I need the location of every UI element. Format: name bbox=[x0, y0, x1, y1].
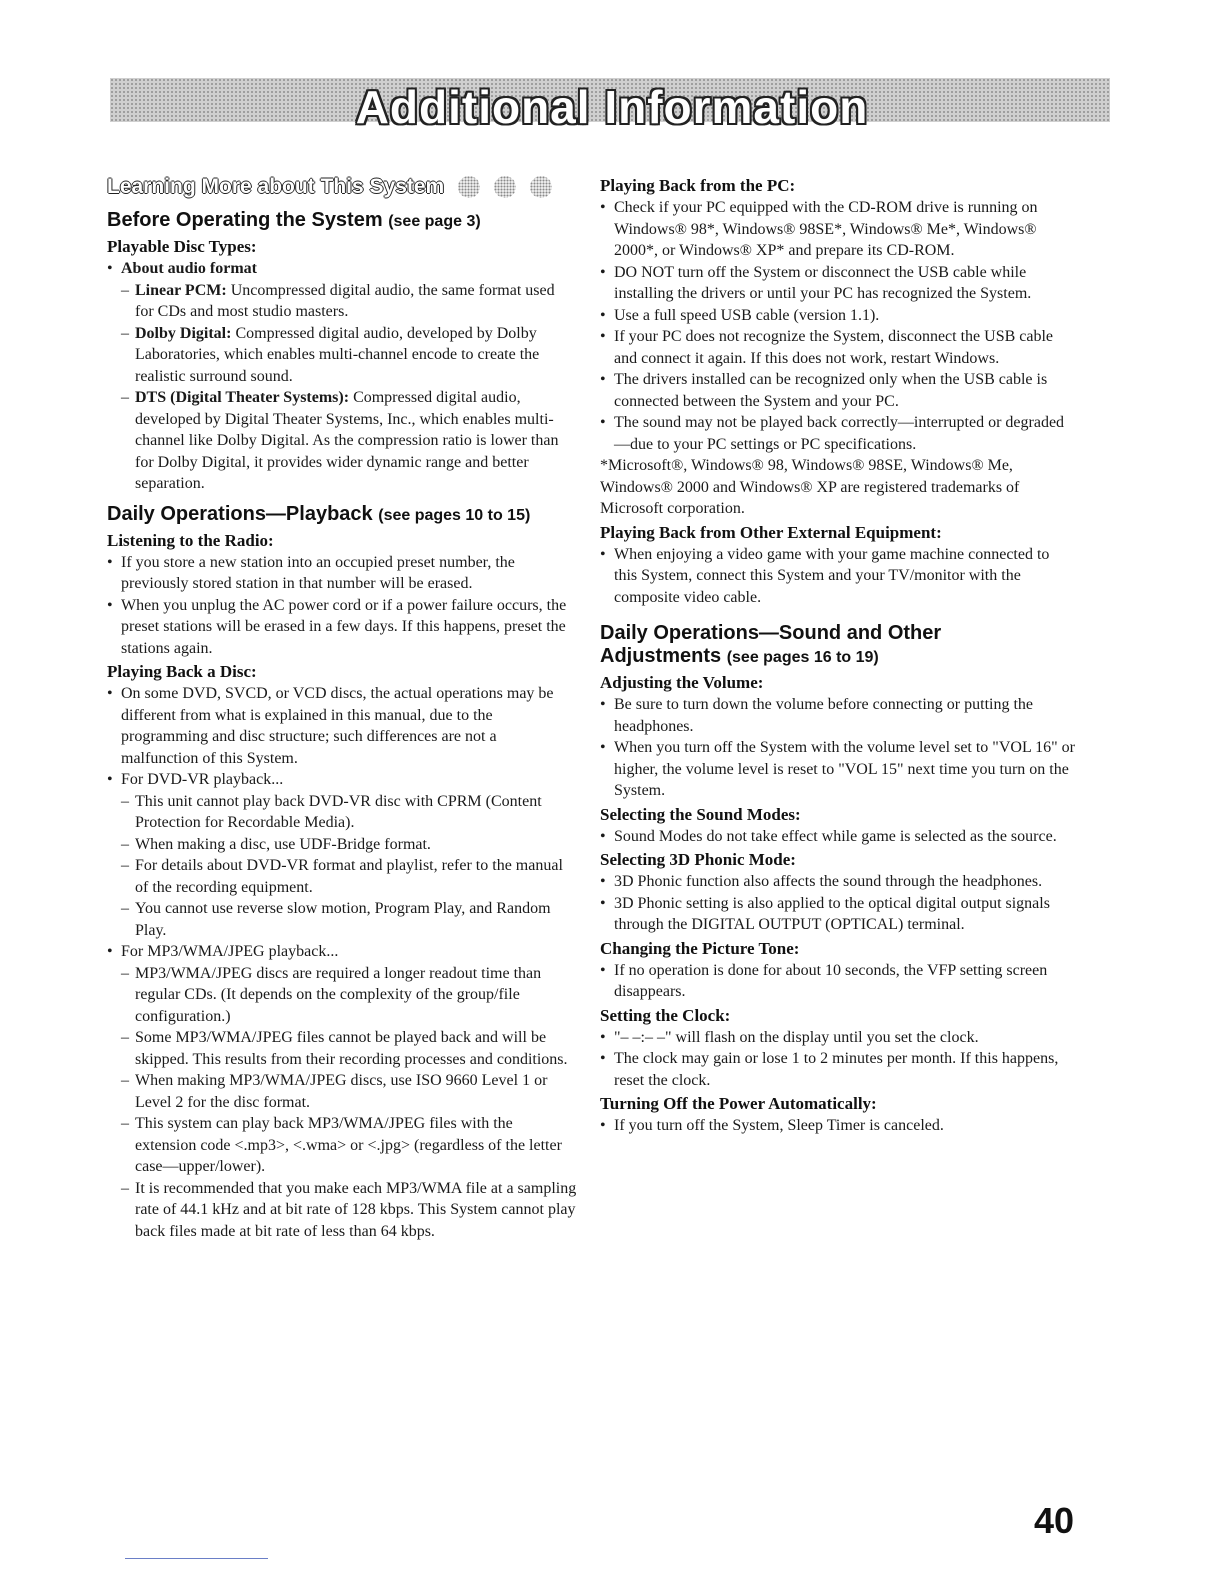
heading-before-operating: Before Operating the System (see page 3) bbox=[107, 209, 481, 231]
list-item: • If no operation is done for about 10 seconds, the VFP setting screen disappears. bbox=[600, 960, 1075, 1003]
list-item: • The drivers installed can be recognized only when the USB cable is connected between the System and your PC. bbox=[600, 369, 1075, 412]
list-item: – It is recommended that you make each MP3/WMA file at a sampling rate of 44.1 kHz and at bit rate of 128 kbps. This System cannot play back files made at bit rate of less than 64 kbps. bbox=[107, 1178, 577, 1243]
subheading-power-off: Turning Off the Power Automatically: bbox=[600, 1094, 877, 1113]
subheading-sound-modes: Selecting the Sound Modes: bbox=[600, 804, 801, 824]
subheading-disc: Playing Back a Disc: bbox=[107, 662, 257, 681]
section-title: Learning More about This System bbox=[107, 175, 577, 199]
list-item: – Dolby Digital: Compressed digital audio, developed by Dolby Laboratories, which enables multi-channel encode to create the realistic surround sound. bbox=[107, 323, 577, 388]
subheading-volume: Adjusting the Volume: bbox=[600, 673, 764, 692]
list-item: • About audio format bbox=[107, 258, 577, 280]
list-item: • If you turn off the System, Sleep Timer is canceled. bbox=[600, 1115, 1075, 1137]
list-item: – When making a disc, use UDF-Bridge format. bbox=[107, 834, 577, 856]
list-item: • For MP3/WMA/JPEG playback... bbox=[107, 941, 577, 963]
list-item: – For details about DVD-VR format and playlist, refer to the manual of the recording equipment. bbox=[107, 855, 577, 898]
subheading-radio: Listening to the Radio: bbox=[107, 530, 274, 550]
heading-daily-playback: Daily Operations—Playback (see pages 10 to 15) bbox=[107, 502, 531, 525]
list-item: • "– –:– –" will flash on the display until you set the clock. bbox=[600, 1027, 1075, 1049]
decorative-dots-icon bbox=[494, 176, 516, 198]
decorative-dots-icon bbox=[458, 176, 480, 198]
list-item: • If you store a new station into an occupied preset number, the previously stored station in that number will be erased. bbox=[107, 552, 577, 595]
decorative-dots-icon bbox=[530, 176, 552, 198]
subheading-pc: Playing Back from the PC: bbox=[600, 176, 796, 195]
subheading-picture-tone: Changing the Picture Tone: bbox=[600, 938, 800, 958]
list-item: • When you turn off the System with the volume level set to "VOL 16" or higher, the volume level is reset to "VOL 15" next time you turn on the System. bbox=[600, 737, 1075, 802]
list-item: – When making MP3/WMA/JPEG discs, use ISO 9660 Level 1 or Level 2 for the disc format. bbox=[107, 1070, 577, 1113]
list-item: • Be sure to turn down the volume before connecting or putting the headphones. bbox=[600, 694, 1075, 737]
list-item: • When enjoying a video game with your game machine connected to this System, connect this System and your TV/monitor with the composite video cable. bbox=[600, 544, 1075, 609]
list-item: • On some DVD, SVCD, or VCD discs, the actual operations may be different from what is explained in this manual, due to the programming and disc structure; such differences are not a malfunction of this System. bbox=[107, 683, 577, 769]
list-item: • For DVD-VR playback... bbox=[107, 769, 577, 791]
subheading-clock: Setting the Clock: bbox=[600, 1005, 731, 1025]
list-item: – Some MP3/WMA/JPEG files cannot be played back and will be skipped. This results from their recording processes and conditions. bbox=[107, 1027, 577, 1070]
left-column bbox=[107, 175, 577, 1242]
list-item: – This system can play back MP3/WMA/JPEG files with the extension code <.mp3>, <.wma> or <.jpg> (regardless of the letter case—upper/lower). bbox=[107, 1113, 577, 1178]
list-item: • 3D Phonic function also affects the sound through the headphones. bbox=[600, 871, 1075, 893]
subheading-playable-discs: Playable Disc Types: bbox=[107, 237, 257, 256]
list-item: • Use a full speed USB cable (version 1.1). bbox=[600, 305, 1075, 327]
list-item: – You cannot use reverse slow motion, Program Play, and Random Play. bbox=[107, 898, 577, 941]
page-number: 40 bbox=[1034, 1500, 1075, 1541]
list-item: • If your PC does not recognize the System, disconnect the USB cable and connect it again. If this does not work, restart Windows. bbox=[600, 326, 1075, 369]
list-item: – This unit cannot play back DVD-VR disc with CPRM (Content Protection for Recordable Media). bbox=[107, 791, 577, 834]
list-item: • Sound Modes do not take effect while game is selected as the source. bbox=[600, 826, 1075, 848]
list-item: • Check if your PC equipped with the CD-ROM drive is running on Windows® 98*, Windows® 98SE*, Windows® Me*, Windows® 2000*, or Windows® XP* and prepare its CD-ROM. bbox=[600, 197, 1075, 262]
list-item: • The clock may gain or lose 1 to 2 minutes per month. If this happens, reset the clock. bbox=[600, 1048, 1075, 1091]
list-item: • 3D Phonic setting is also applied to the optical digital output signals through the DIGITAL OUTPUT (OPTICAL) terminal. bbox=[600, 893, 1075, 936]
heading-daily-sound: Daily Operations—Sound and Other Adjustments (see pages 16 to 19) bbox=[600, 622, 942, 667]
list-item: • The sound may not be played back correctly—interrupted or degraded—due to your PC settings or PC specifications. bbox=[600, 412, 1075, 455]
list-item: • When you unplug the AC power cord or if a power failure occurs, the preset stations will be erased in a few days. If this happens, preset the stations again. bbox=[107, 595, 577, 660]
list-item: – MP3/WMA/JPEG discs are required a longer readout time than regular CDs. (It depends on the complexity of the group/file configuration.) bbox=[107, 963, 577, 1028]
subheading-external: Playing Back from Other External Equipment: bbox=[600, 522, 942, 542]
footer-rule bbox=[125, 1558, 268, 1559]
trademark-note: *Microsoft®, Windows® 98, Windows® 98SE, Windows® Me, Windows® 2000 and Windows® XP are registered trademarks of Microsoft corporation. bbox=[600, 457, 1020, 517]
subheading-3d-phonic: Selecting 3D Phonic Mode: bbox=[600, 850, 796, 869]
list-item: • DO NOT turn off the System or disconnect the USB cable while installing the drivers or until your PC has recognized the System. bbox=[600, 262, 1075, 305]
list-item: – DTS (Digital Theater Systems): Compressed digital audio, developed by Digital Theater Systems, Inc., which enables multi-channel like Dolby Digital. As the compression ratio is lower than for Dolby Digital, it provides wider dynamic range and better separation. bbox=[107, 387, 577, 495]
page-title: Additional Information bbox=[355, 81, 869, 133]
list-item: – Linear PCM: Uncompressed digital audio, the same format used for CDs and most studio masters. bbox=[107, 280, 577, 323]
right-column bbox=[600, 175, 1075, 1137]
